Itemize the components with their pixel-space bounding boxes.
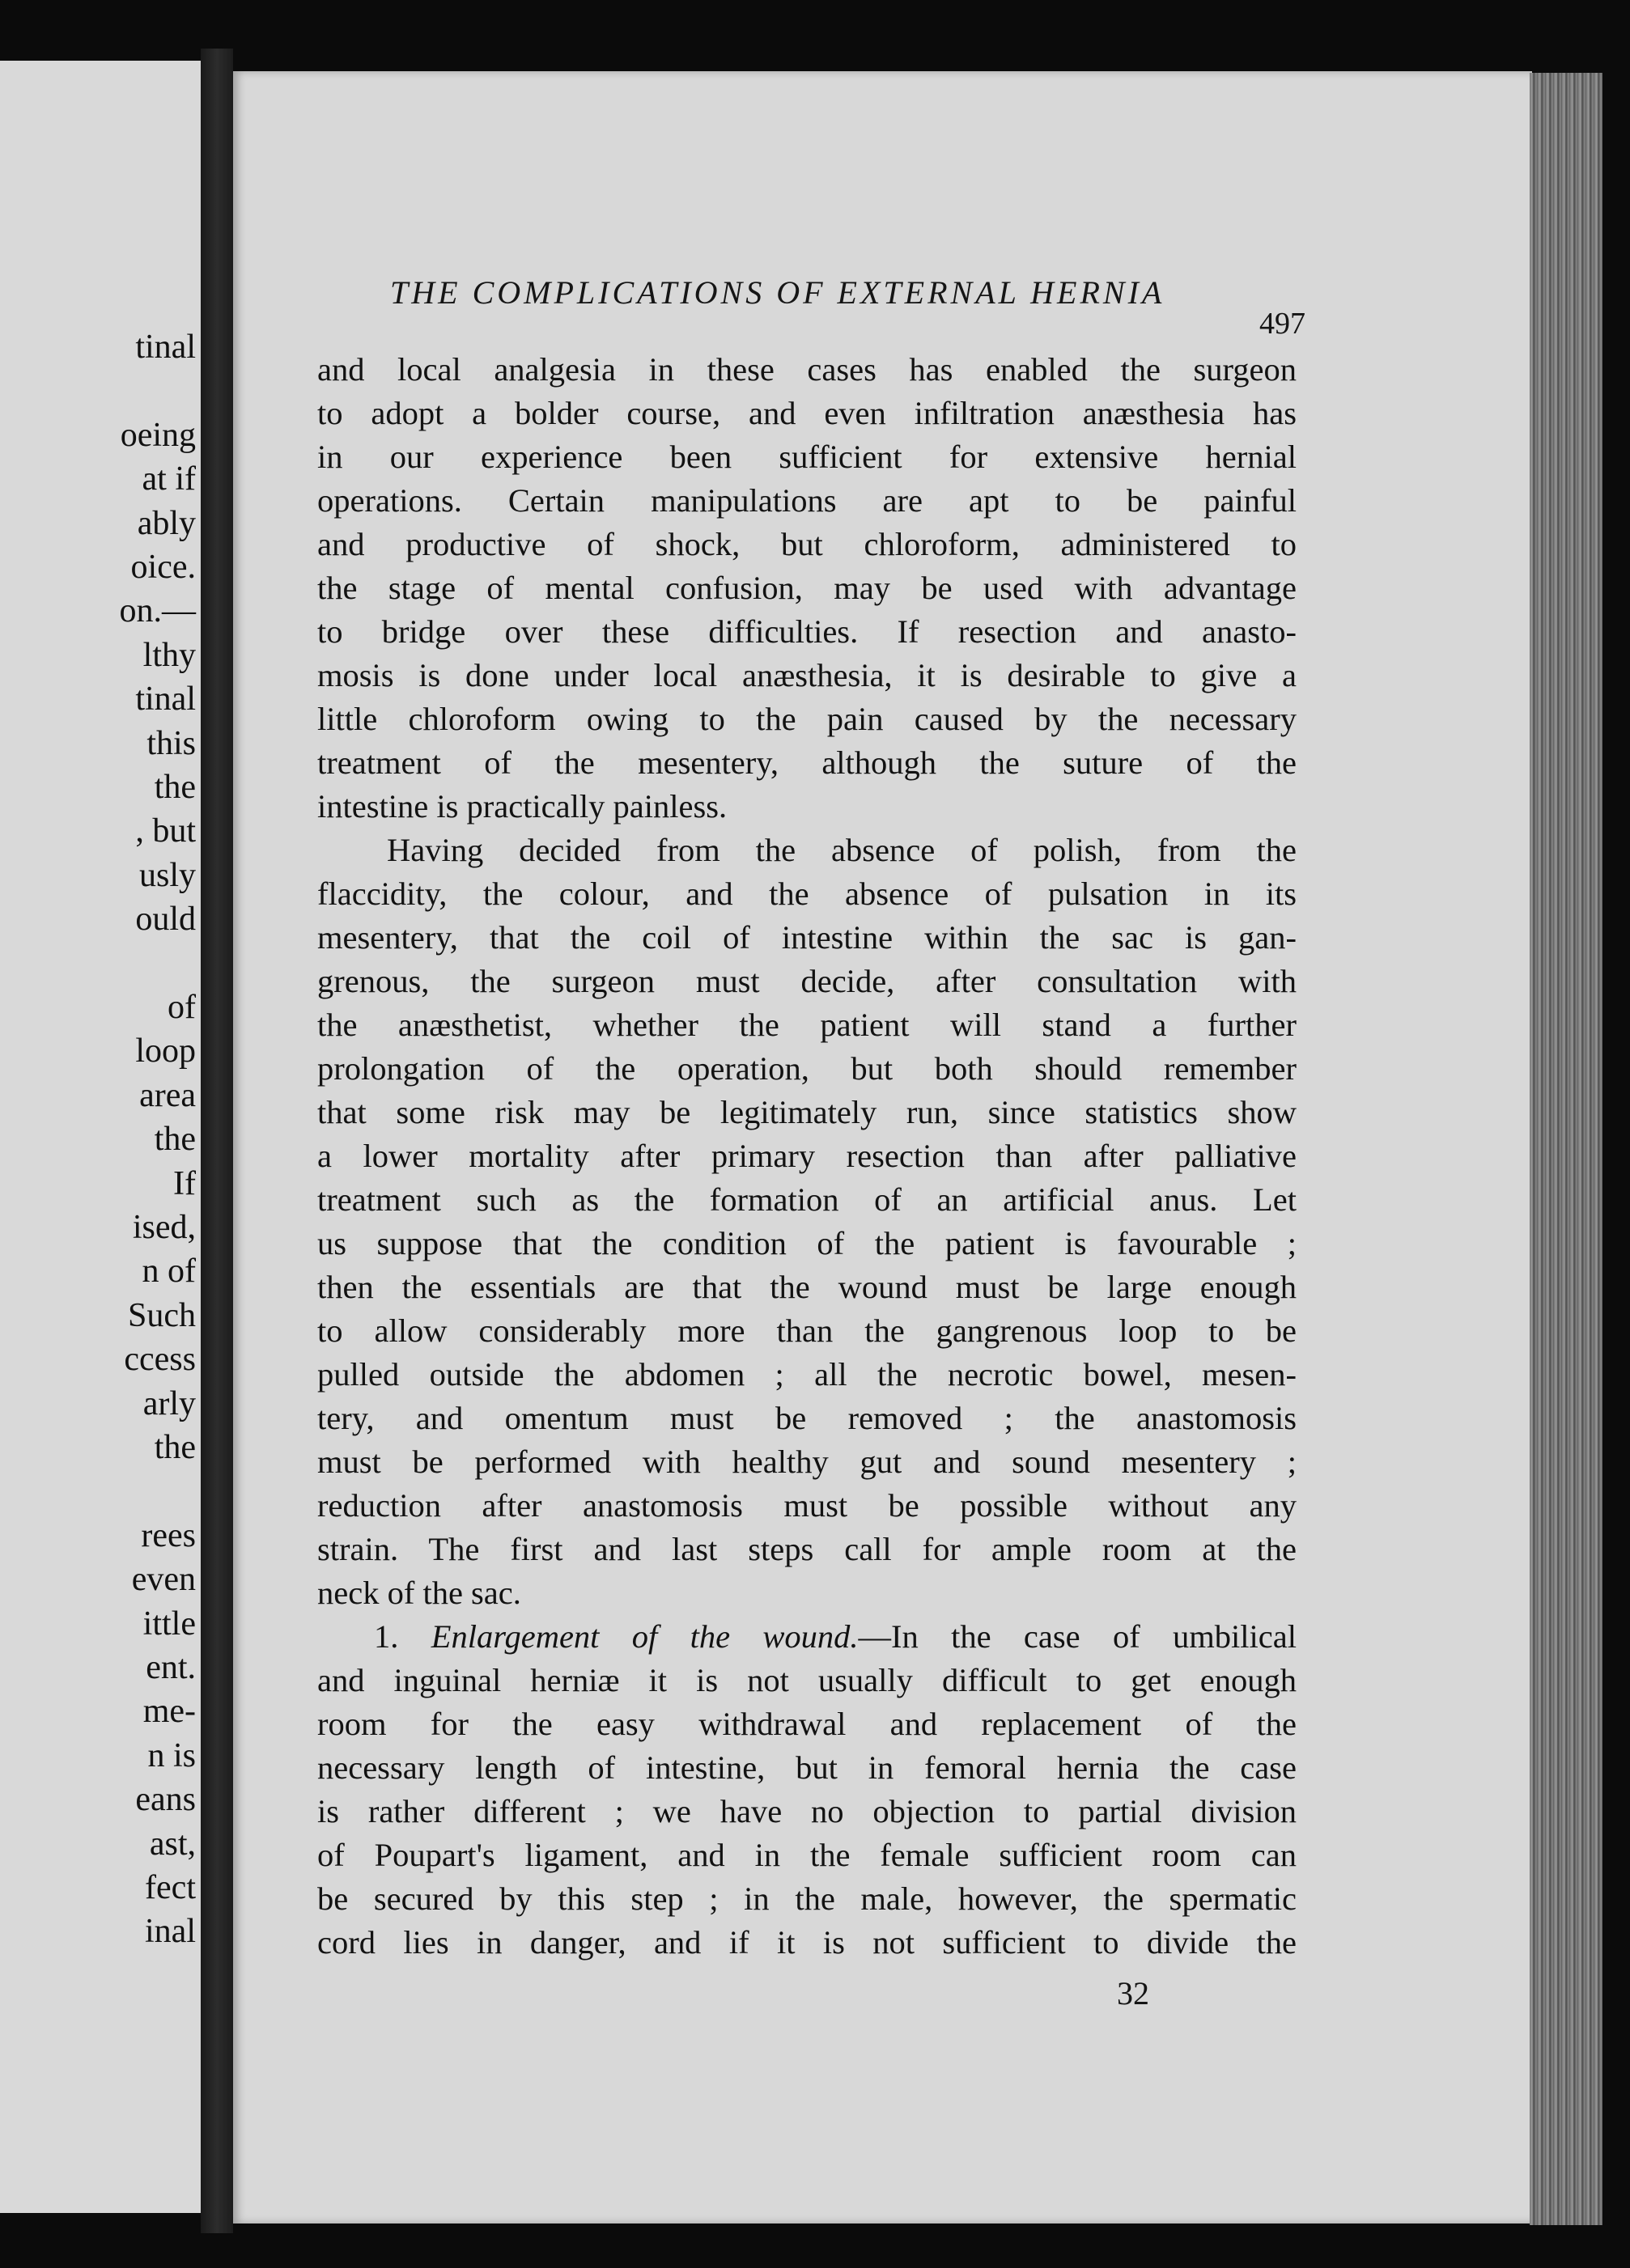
text-line: us suppose that the condition of the patient is favourable ; [317, 1225, 1297, 1261]
text-line: treatment of the mesentery, although the suture of the [317, 744, 1297, 781]
left-page-fragment: rees [141, 1516, 196, 1554]
running-head: THE COMPLICATIONS OF EXTERNAL HERNIA [390, 274, 1165, 311]
left-page-fragment: this [146, 724, 196, 762]
left-page-fragment: tinal [135, 329, 196, 366]
left-page-fragment: oice. [130, 549, 196, 586]
left-page-fragment: the [154, 769, 196, 806]
left-page-fragment: oeing [120, 416, 196, 454]
text-line: treatment such as the formation of an artificial anus. Let [317, 1181, 1297, 1218]
paragraph-1 [317, 348, 1297, 829]
left-page-fragment: ent. [146, 1649, 196, 1686]
section-heading: Enlargement of the wound. [431, 1618, 859, 1655]
left-page-fragment: inal [145, 1913, 196, 1951]
text-line: and inguinal herniæ it is not usually difficult to get enough [317, 1662, 1297, 1698]
text-line: that some risk may be legitimately run, since statistics show [317, 1094, 1297, 1130]
left-page-fragment: usly [138, 856, 196, 894]
text-line: to bridge over these difficulties. If resection and anasto- [317, 613, 1297, 650]
text-line: mosis is done under local anæsthesia, it is desirable to give a [317, 657, 1297, 693]
left-page-fragment: me- [142, 1693, 196, 1731]
left-page-fragment: ittle [142, 1605, 196, 1643]
left-page-fragment: area [139, 1076, 196, 1114]
left-page-fragment: eans [135, 1781, 196, 1819]
text-line: cord lies in danger, and if it is not sufficient to divide the [317, 1924, 1297, 1961]
signature-mark: 32 [1117, 1975, 1149, 2012]
text-line: and local analgesia in these cases has enabled the surgeon [317, 351, 1297, 388]
left-page-fragment: arly [142, 1384, 196, 1422]
text-line: Having decided from the absence of polish, from the [387, 832, 1297, 868]
left-page-fragment: on.— [119, 592, 196, 630]
text-line: operations. Certain manipulations are apt to be painful [317, 482, 1297, 519]
text-line: must be performed with healthy gut and sound mesentery ; [317, 1443, 1297, 1480]
left-page-fragment: n of [142, 1253, 196, 1291]
text-line: to adopt a bolder course, and even infiltration anæsthesia has [317, 395, 1297, 431]
left-page-fragment: ised, [132, 1209, 196, 1246]
text-line: then the essentials are that the wound must be large enough [317, 1269, 1297, 1305]
left-page-fragment: tinal [135, 680, 196, 719]
text-line: pulled outside the abdomen ; all the necrotic bowel, mesen- [317, 1356, 1297, 1393]
text-line: flaccidity, the colour, and the absence of pulsation in its [317, 875, 1297, 912]
text-line: tery, and omentum must be removed ; the anastomosis [317, 1400, 1297, 1436]
left-page-fragment: loop [135, 1032, 196, 1070]
left-page-fragment: ccess [124, 1341, 196, 1379]
section-number: 1. [374, 1618, 399, 1655]
book-gutter [201, 49, 233, 2233]
left-page-fragment: ably [137, 504, 196, 542]
text-line: neck of the sac. [317, 1575, 521, 1611]
left-page-fragment: even [131, 1561, 196, 1599]
text-line: the stage of mental confusion, may be used with advantage [317, 570, 1297, 606]
section-heading-line [317, 1615, 1297, 1659]
text-line: necessary length of intestine, but in femoral hernia the case [317, 1749, 1297, 1786]
left-page-fragment: the [154, 1121, 196, 1159]
text-line: the anæsthetist, whether the patient will stand a further [317, 1007, 1297, 1043]
text-line: to allow considerably more than the gangrenous loop to be [317, 1312, 1297, 1349]
text-line: reduction after anastomosis must be possible without any [317, 1487, 1297, 1524]
text-line: intestine is practically painless. [317, 788, 728, 825]
page-edges [1530, 73, 1602, 2225]
left-facing-page [0, 61, 201, 2213]
left-page-fragment: ast, [149, 1825, 196, 1863]
left-page-fragment: , but [135, 812, 196, 850]
text-line: a lower mortality after primary resection than after palliative [317, 1138, 1297, 1174]
body-text [317, 348, 1297, 1965]
left-page-fragment: lthy [142, 636, 196, 674]
left-page-fragment: Such [128, 1296, 196, 1334]
text-line: room for the easy withdrawal and replacement of the [317, 1706, 1297, 1742]
text-line: strain. The first and last steps call for ample room at the [317, 1531, 1297, 1567]
text-line: and productive of shock, but chloroform, administered to [317, 526, 1297, 562]
left-page-fragment: ould [135, 901, 196, 939]
page-number: 497 [1259, 307, 1305, 341]
text-line: is rather different ; we have no objection to partial division [317, 1793, 1297, 1829]
text-line: in our experience been sufficient for extensive hernial [317, 439, 1297, 475]
paragraph-3 [317, 1615, 1297, 1965]
text-line: little chloroform owing to the pain caused by the necessary [317, 701, 1297, 737]
text-line: mesentery, that the coil of intestine within the sac is gan- [317, 919, 1297, 956]
left-page-fragment: at if [142, 460, 196, 498]
left-page-fragment: n is [147, 1736, 196, 1774]
left-page-fragment: If [173, 1164, 196, 1202]
left-page-fragment: the [154, 1429, 196, 1466]
text-line: grenous, the surgeon must decide, after consultation with [317, 963, 1297, 999]
text-line: of Poupart's ligament, and in the female sufficient room can [317, 1837, 1297, 1873]
text-line: —In the case of umbilical [858, 1618, 1297, 1655]
left-page-fragment: fect [145, 1869, 196, 1906]
text-line: be secured by this step ; in the male, however, the spermatic [317, 1880, 1297, 1917]
paragraph-2 [317, 829, 1297, 1615]
left-page-fragment: of [168, 989, 196, 1026]
text-line: prolongation of the operation, but both should remember [317, 1050, 1297, 1087]
